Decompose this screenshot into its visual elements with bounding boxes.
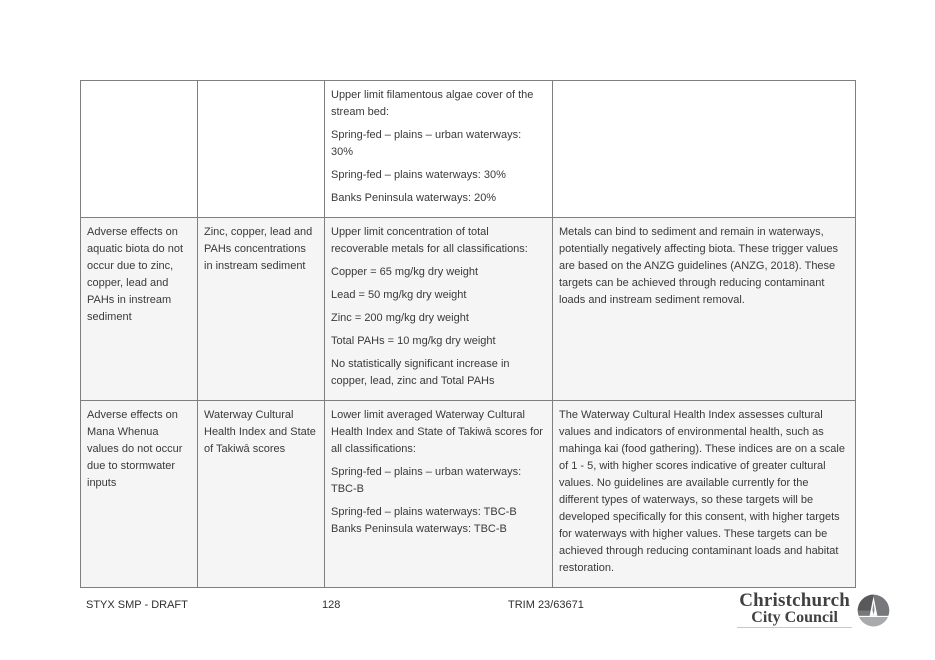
table-row (81, 81, 856, 218)
table-cell (553, 81, 856, 218)
table-cell (325, 401, 553, 588)
cell-paragraph: Spring-fed – plains – urban waterways: TBC-B (331, 466, 522, 495)
footer-page-number: 128 (322, 599, 341, 611)
council-logo (737, 592, 890, 628)
table-cell (553, 218, 856, 401)
table-cell (81, 81, 198, 218)
cell-paragraph: Waterway Cultural Health Index and State of Takiwā scores (204, 409, 316, 455)
cell-paragraph: Adverse effects on aquatic biota do not occur due to zinc, copper, lead and PAHs in instream sediment (87, 226, 184, 323)
cell-paragraph: No statistically significant increase in copper, lead, zinc and Total PAHs (331, 358, 510, 387)
table-row (81, 218, 856, 401)
table-cell (198, 218, 325, 401)
table-cell (553, 401, 856, 588)
table-cell (198, 81, 325, 218)
cell-paragraph: Total PAHs = 10 mg/kg dry weight (331, 335, 496, 347)
cell-paragraph: Banks Peninsula waterways: 20% (331, 192, 497, 204)
council-logo-text (737, 592, 852, 628)
footer-doc-label: STYX SMP - DRAFT (86, 599, 188, 611)
targets-table (80, 80, 856, 588)
table-cell (198, 401, 325, 588)
cathedral-icon (857, 594, 890, 627)
table-cell (325, 218, 553, 401)
logo-name-line2: City Council (751, 609, 838, 626)
logo-name-line1: Christchurch (739, 590, 850, 611)
table-row (81, 401, 856, 588)
cell-paragraph: Spring-fed – plains – urban waterways: 30% (331, 129, 522, 158)
cell-paragraph: Zinc = 200 mg/kg dry weight (331, 312, 469, 324)
cell-paragraph: Adverse effects on Mana Whenua values do not occur due to stormwater inputs (87, 409, 183, 489)
cell-paragraph: Upper limit concentration of total recoverable metals for all classifications: (331, 226, 528, 255)
cell-paragraph: Zinc, copper, lead and PAHs concentrations in instream sediment (204, 226, 313, 272)
table-cell (81, 218, 198, 401)
footer-trim-ref: TRIM 23/63671 (508, 599, 584, 611)
cell-paragraph: Spring-fed – plains waterways: TBC-B Banks Peninsula waterways: TBC-B (331, 506, 517, 535)
cell-paragraph: The Waterway Cultural Health Index assesses cultural values and indicators of environmental health, such as mahinga kai (food gathering). These indices are on a scale of 1 - 5, with higher scores indicative of greater cultural values. No guidelines are available currently for the different types of waterways, so these targets will be developed specifically for this consent, with higher targets for waterways with higher values. These targets can be achieved through reducing contaminant loads and habitat restoration. (559, 409, 845, 574)
cell-paragraph: Metals can bind to sediment and remain in waterways, potentially negatively affecting biota. These trigger values are based on the ANZG guidelines (ANZG, 2018). These targets can be achieved through reducing contaminant loads and instream sediment removal. (559, 226, 839, 306)
cell-paragraph: Lead = 50 mg/kg dry weight (331, 289, 467, 301)
table-cell (325, 81, 553, 218)
cell-paragraph: Lower limit averaged Waterway Cultural Health Index and State of Takiwā scores for all classifications: (331, 409, 543, 455)
cell-paragraph: Spring-fed – plains waterways: 30% (331, 169, 506, 181)
cell-paragraph: Upper limit filamentous algae cover of the stream bed: (331, 89, 534, 118)
cell-paragraph: Copper = 65 mg/kg dry weight (331, 266, 479, 278)
table-cell (81, 401, 198, 588)
